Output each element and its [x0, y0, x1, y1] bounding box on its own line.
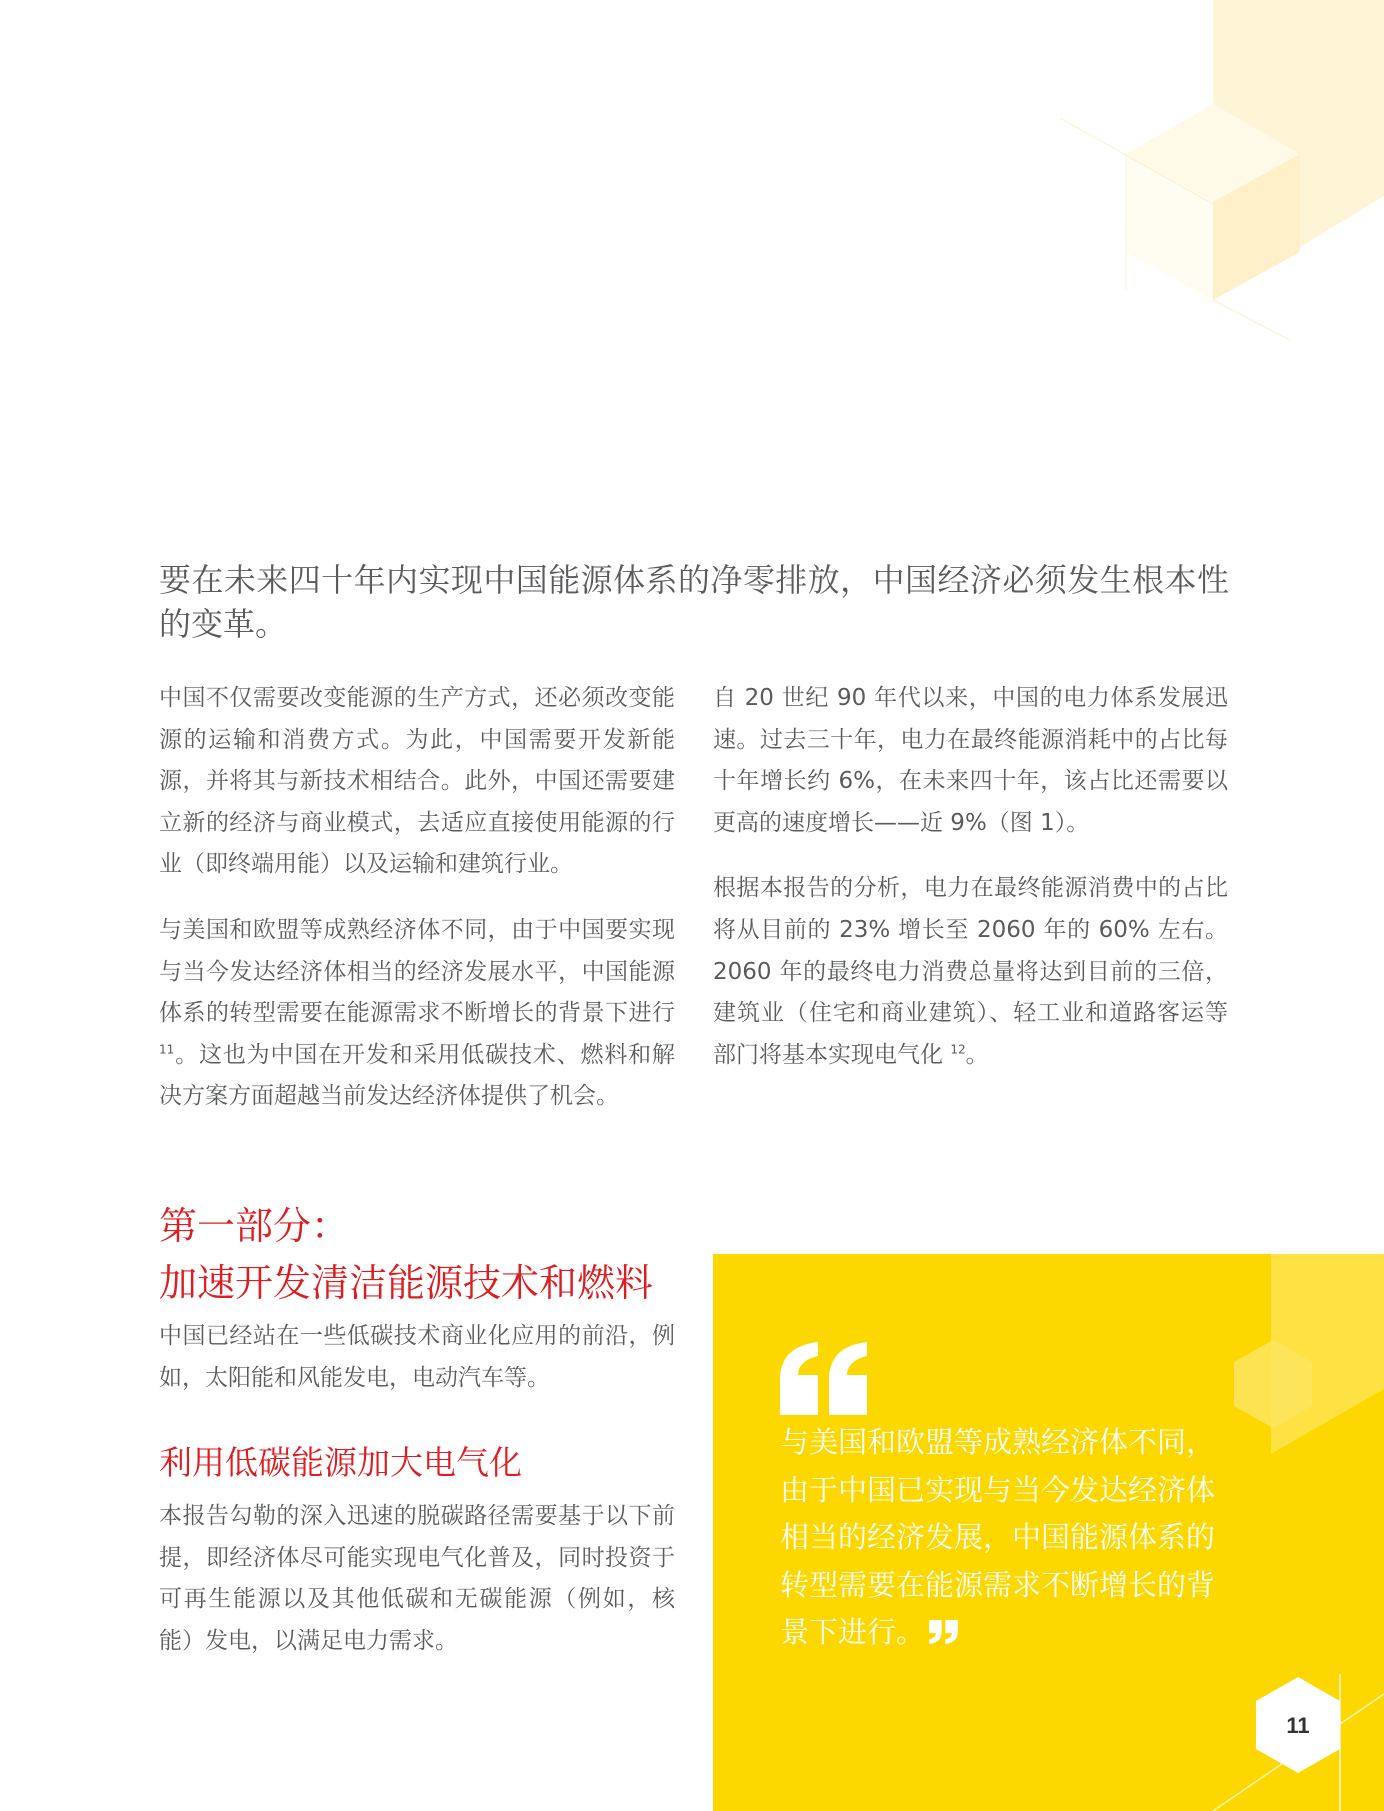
open-quote-icon — [780, 1342, 867, 1415]
section-body: 本报告勾勒的深入迅速的脱碳路径需要基于以下前提，即经济体尽可能实现电气化普及，同时投资于可再生能源以及其他低碳和无碳能源（例如，核能）发电，以满足电力需求。 — [159, 1503, 675, 1654]
body-paragraph: 中国不仅需要改变能源的生产方式，还必须改变能源的运输和消费方式。为此，中国需要开发新能源，并将其与新技术相结合。此外，中国还需要建立新的经济与商业模式，去适应直接使用能源的行业（即终端用能）以及运输和建筑行业。 — [159, 685, 675, 878]
pull-quote-text — [780, 1419, 1230, 1657]
sub-heading: 利用低碳能源加大电气化 — [159, 1443, 522, 1482]
footnote-ref: 11 — [159, 1042, 175, 1057]
section-heading-line2: 加速开发清洁能源技术和燃料 — [159, 1261, 654, 1305]
paragraph-text: 根据本报告的分析，电力在最终能源消费中的占比将从目前的 23% 增长至 2060 年的 60% 左右。2060 年的最终电力消费总量将达到目前的三倍，建筑业（住宅和商业建筑）、轻工业和道路客运等部门将基本实现电气化 — [713, 875, 1228, 1068]
page-number-badge — [1256, 1677, 1340, 1773]
hexagon-cube-icon — [1060, 0, 1384, 340]
footnote-ref: 12 — [950, 1042, 966, 1057]
section-heading — [159, 1198, 699, 1312]
section-heading-line1: 第一部分： — [159, 1204, 350, 1248]
page-number: 11 — [1286, 1713, 1310, 1738]
body-paragraph: 自 20 世纪 90 年代以来，中国的电力体系发展迅速。过去三十年，电力在最终能源消耗中的占比每十年增长约 6%，在未来四十年，该占比还需要以更高的速度增长——近 9%（图 1）。 — [713, 685, 1228, 836]
lead-statement: 要在未来四十年内实现中国能源体系的净零排放，中国经济必须发生根本性的变革。 — [159, 561, 1229, 643]
body-paragraph — [713, 868, 1228, 1076]
quote-text: 与美国和欧盟等成熟经济体不同，由于中国已实现与当今发达经济体相当的经济发展，中国能源体系的转型需要在能源需求不断增长的背景下进行。 — [780, 1425, 1216, 1649]
pull-quote-box — [713, 1254, 1384, 1811]
left-column — [159, 678, 675, 1142]
paragraph-text: 。这也为中国在开发和采用低碳技术、燃料和解决方案方面超越当前发达经济体提供了机会。 — [159, 1041, 675, 1110]
paragraph-text: 与美国和欧盟等成熟经济体不同，由于中国要实现与当今发达经济体相当的经济发展水平，中国能源体系的转型需要在能源需求不断增长的背景下进行 — [159, 916, 675, 1027]
paragraph-text: 。 — [965, 1041, 989, 1068]
close-quote-icon — [929, 1620, 958, 1644]
section-intro: 中国已经站在一些低碳技术商业化应用的前沿，例如，太阳能和风能发电，电动汽车等。 — [159, 1323, 675, 1391]
body-paragraph — [159, 910, 675, 1118]
right-column — [713, 678, 1228, 1100]
